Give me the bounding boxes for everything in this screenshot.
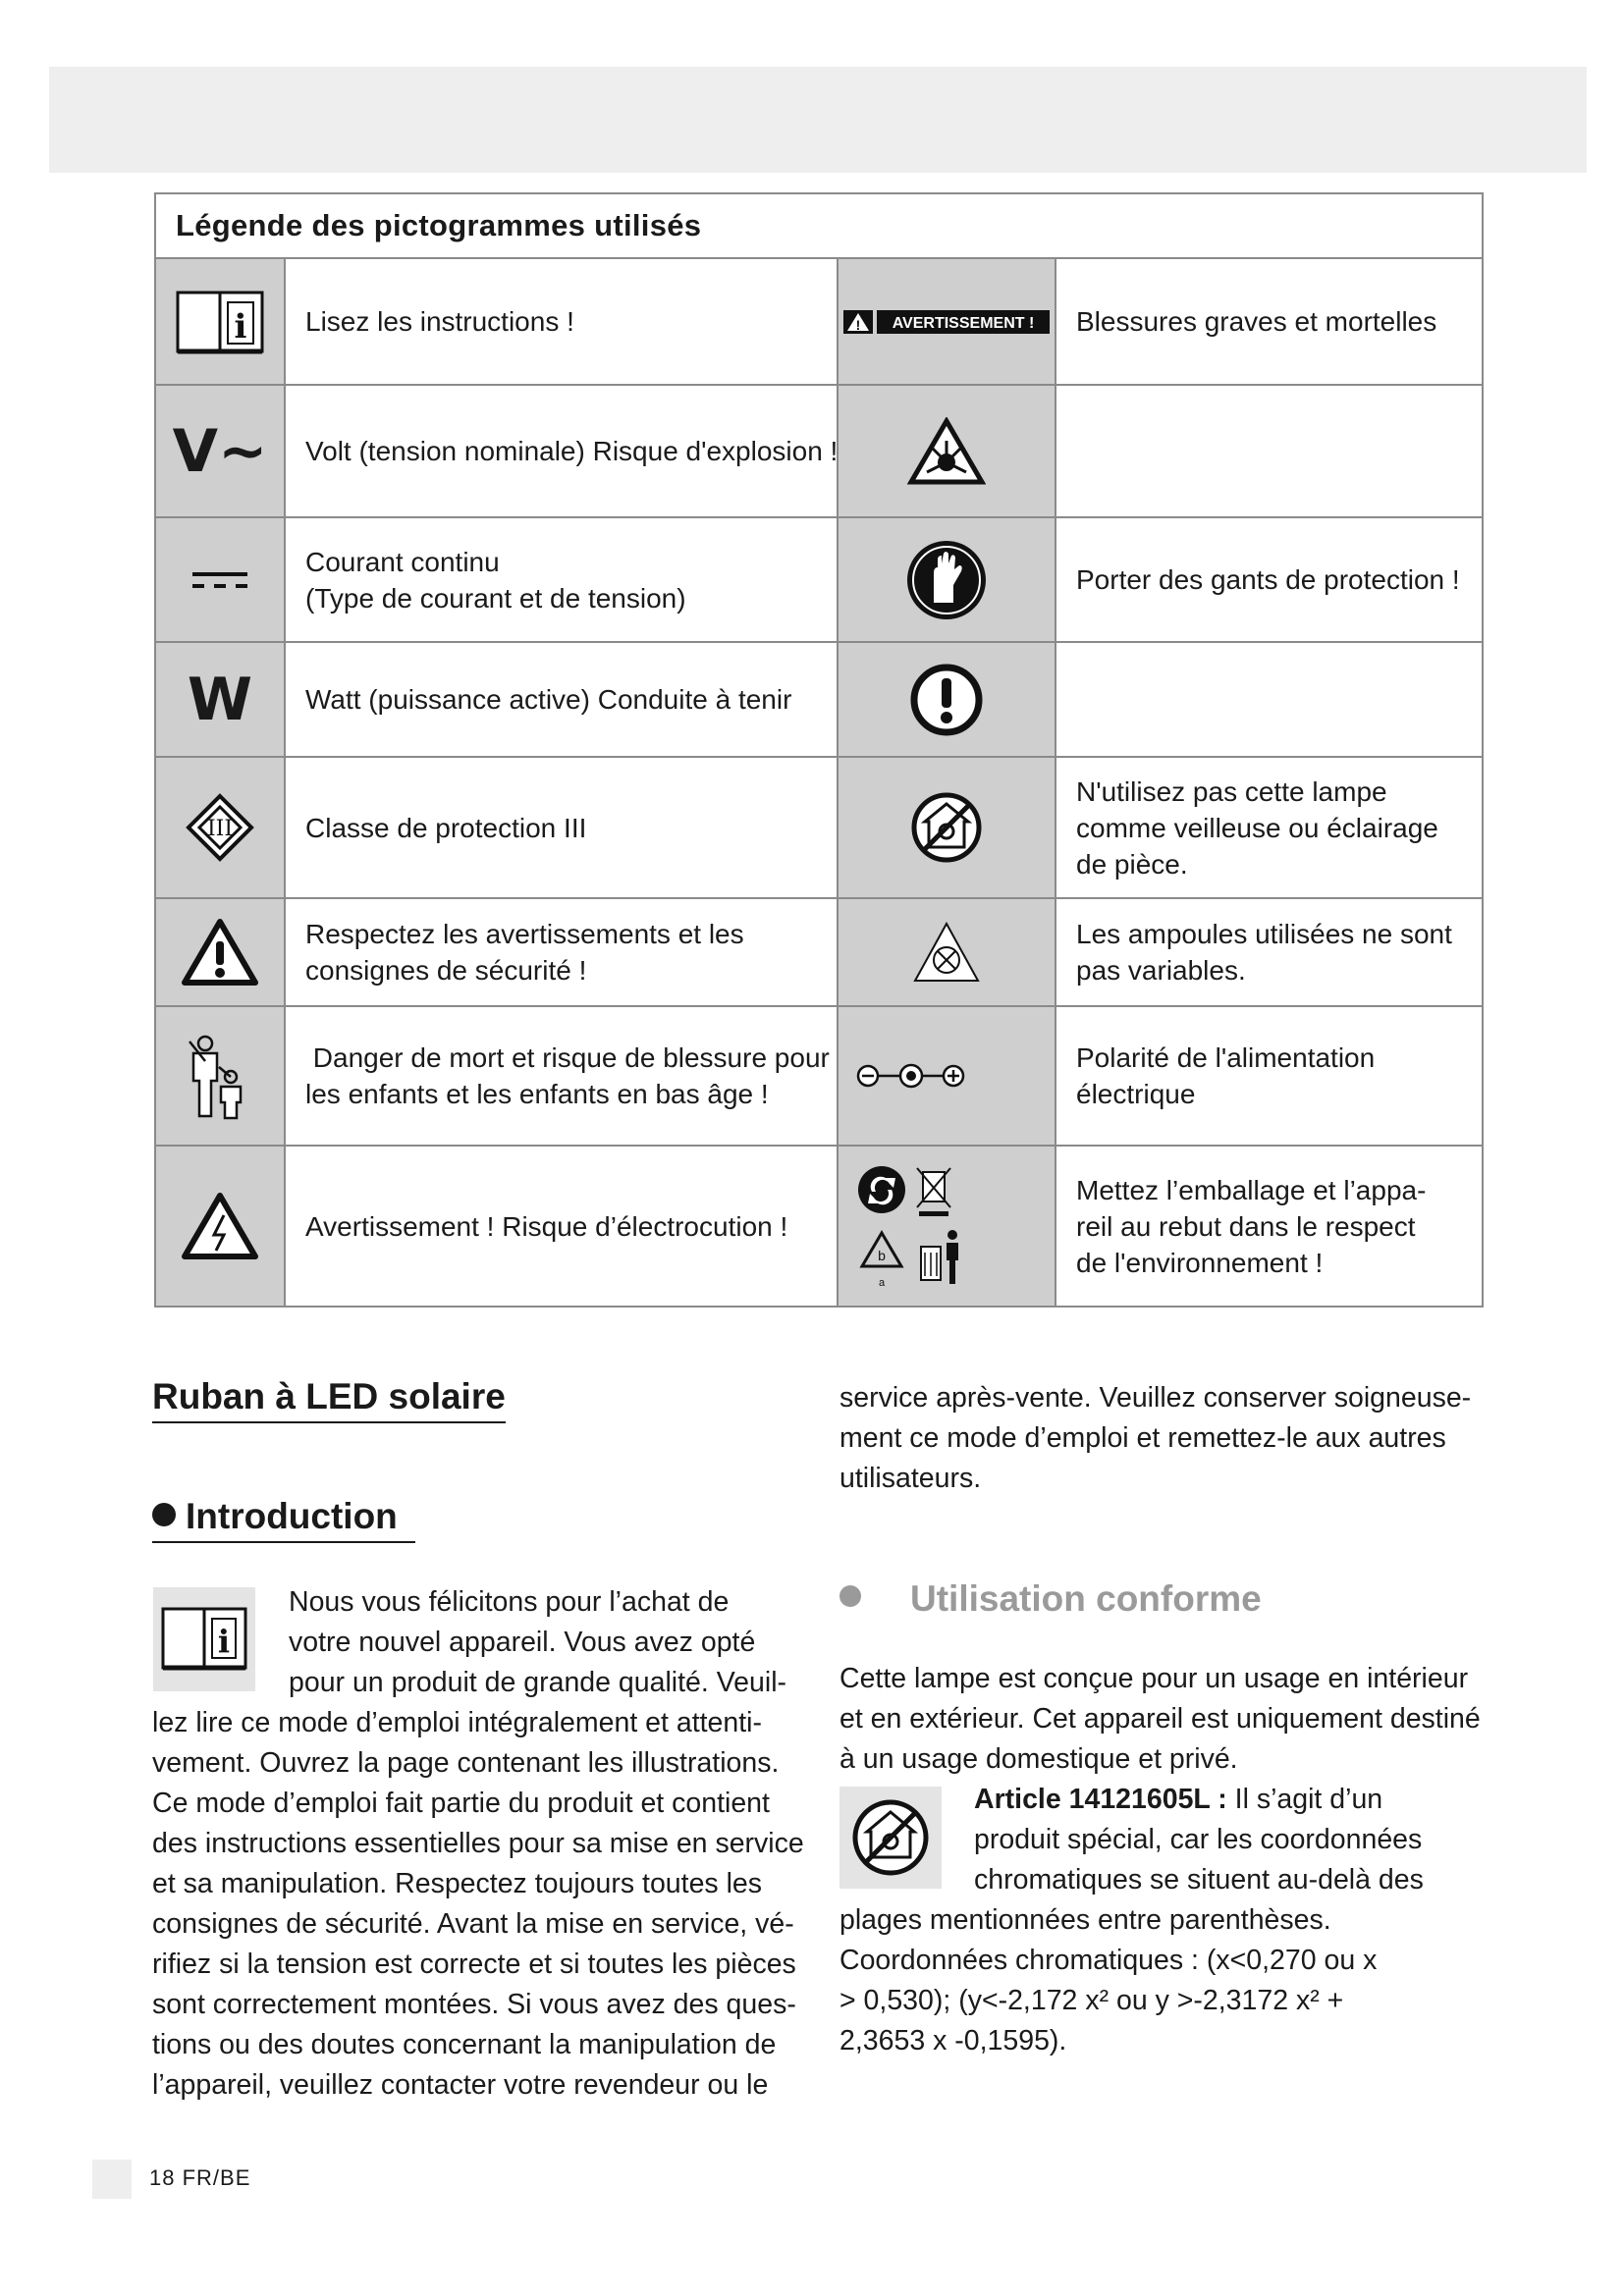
legend-title: Légende des pictogrammes utilisés [155,193,1483,258]
svg-text:i: i [217,1623,231,1660]
legend-text-serious-injuries: Blessures graves et mortelles [1056,258,1483,385]
svg-text:a: a [878,1277,886,1289]
polarity-icon [838,1006,1056,1146]
svg-text:!: ! [855,316,861,333]
footer-marker [92,2160,132,2199]
language-code: FR/BE [182,2165,251,2190]
avertissement-label-icon [838,258,1056,385]
article-indented-text: Article 14121605L : Il s’agit d’un produit spécial, car les coordonnées chromatiques se situent au-delà des [974,1784,1424,1896]
bullet-icon [152,1503,176,1526]
direct-current-icon [155,517,285,642]
protection-class-iii-icon [155,757,285,898]
intended-use-heading: Utilisation conforme [839,1576,1262,1622]
legend-text-safety-instructions: Respectez les avertissements et les consignes de sécurité ! [285,898,838,1006]
legend-text-bulbs: Les ampoules utilisées ne sont pas variables. [1056,898,1483,1006]
no-house-lamp-icon [839,1787,942,1889]
legend-empty-cell [1056,385,1483,517]
legend-text-electric-shock: Avertissement ! Risque d’électrocution ! [285,1146,838,1307]
intro-indented-text: Nous vous félicitons pour l’achat de votre nouvel appareil. Vous avez opté pour un produit de grande qualité. Veuil- [289,1586,787,1698]
no-house-lamp-icon [838,757,1056,898]
article-text: plages mentionnées entre parenthèses. Coordonnées chromatiques : (x<0,270 ou x > 0,530); (y<-2,172 x² ou y >-2,3172 x² + 2,3653 x -0,1595). [839,1904,1378,2056]
introduction-heading: Introduction [152,1494,415,1543]
svg-text:i: i [234,306,247,347]
legend-text-watt: Watt (puissance active) Conduite à tenir [285,642,838,757]
legend-text-class-iii: Classe de protection III [285,757,838,898]
watt-icon: W [155,642,285,757]
bulb-not-replaceable-icon [838,898,1056,1006]
legend-text-volt: Volt (tension nominale) Risque d'explosion ! [285,385,838,517]
gloves-icon [838,517,1056,642]
svg-text:b: b [878,1248,886,1263]
svg-text:III: III [206,817,234,841]
legend-text-polarity: Polarité de l'alimentation électrique [1056,1006,1483,1146]
page-number: 18 [149,2165,176,2190]
intended-use-text: Cette lampe est conçue pour un usage en intérieur et en extérieur. Cet appareil est uniquement destiné à un usage domestique et privé. [839,1663,1481,1775]
legend-empty-cell [1056,642,1483,757]
legend-text-read-instructions: Lisez les instructions ! [285,258,838,385]
intro-text: lez lire ce mode d’emploi intégralement et attenti- vement. Ouvrez la page contenant les illustrations. Ce mode d’emploi fait partie du produit et contient des instructions essentielles pour sa mise en service et sa manipulation. Respectez toujours toutes les consignes de sécurité. Avant la mise en service, vé- rifiez si la tension est correcte et si toutes les pièces sont correctement montées. Si vous avez des ques- tions ou des doutes concernant la manipulation de l’appareil, veuillez contacter votre revendeur ou le [152,1707,804,2101]
legend-text-child-danger: Danger de mort et risque de blessure pour les enfants et les enfants en bas âge ! [285,1006,838,1146]
product-title: Ruban à LED solaire [152,1374,506,1423]
book-info-icon [153,1587,255,1691]
warning-triangle-icon [155,898,285,1006]
legend-text-direct-current: Courant continu (Type de courant et de tension) [285,517,838,642]
volt-icon: V~ [155,385,285,517]
child-danger-icon [155,1006,285,1146]
book-info-icon [155,258,285,385]
exclamation-circle-icon [838,642,1056,757]
page-footer [149,2165,250,2191]
electric-shock-icon [155,1146,285,1307]
intro-continued-text: service après-vente. Veuillez conserver soigneuse- ment ce mode d’emploi et remettez-le aux autres utilisateurs. [839,1382,1472,1494]
explosion-icon [838,385,1056,517]
svg-text:AVERTISSEMENT !: AVERTISSEMENT ! [892,314,1035,332]
article-label: Article 14121605L : [974,1784,1227,1815]
recycling-icons [838,1146,1056,1307]
legend-text-recycling: Mettez l’emballage et l’appa- reil au rebut dans le respect de l'environnement ! [1056,1146,1483,1307]
bullet-icon [839,1585,861,1607]
legend-text-gloves: Porter des gants de protection ! [1056,517,1483,642]
legend-text-no-nightlight: N'utilisez pas cette lampe comme veilleuse ou éclairage de pièce. [1056,757,1483,898]
pictogram-legend-table [154,192,1484,1308]
header-band [49,67,1587,173]
